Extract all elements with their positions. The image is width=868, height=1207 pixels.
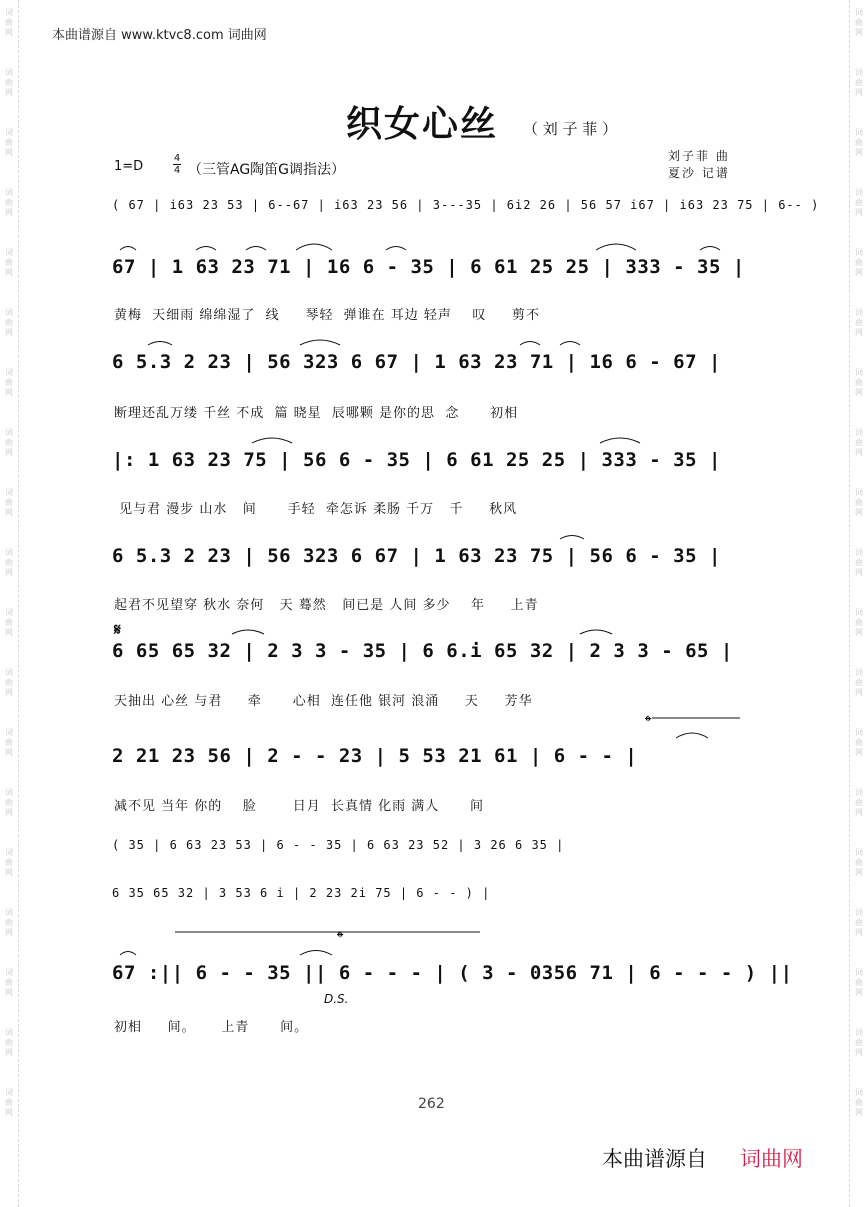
watermark-char: 曲 <box>855 18 863 27</box>
watermark-char: 词 <box>855 728 863 737</box>
watermark-char: 词 <box>5 428 13 437</box>
watermark-char: 网 <box>5 868 13 877</box>
watermark-char: 词 <box>855 788 863 797</box>
watermark-char: 词 <box>855 848 863 857</box>
watermark-char: 词 <box>855 368 863 377</box>
watermark-char: 曲 <box>855 498 863 507</box>
lyrics-line-3: 见与君 漫步 山水 间 手轻 牵怎诉 柔肠 千万 千 秋风 <box>114 502 518 517</box>
watermark-char: 网 <box>5 448 13 457</box>
watermark-char: 曲 <box>5 978 13 987</box>
watermark-char: 网 <box>5 1048 13 1057</box>
watermark-char: 网 <box>5 148 13 157</box>
watermark-char: 曲 <box>5 138 13 147</box>
watermark-char: 曲 <box>5 918 13 927</box>
watermark-char: 词 <box>5 368 13 377</box>
watermark-char: 网 <box>5 208 13 217</box>
watermark-char: 曲 <box>855 258 863 267</box>
watermark-char: 曲 <box>855 738 863 747</box>
watermark-char: 网 <box>855 868 863 877</box>
watermark-char: 曲 <box>5 1038 13 1047</box>
watermark-char: 曲 <box>5 198 13 207</box>
watermark-char: 曲 <box>5 558 13 567</box>
watermark-char: 网 <box>5 688 13 697</box>
watermark-char: 词 <box>855 668 863 677</box>
watermark-char: 词 <box>855 428 863 437</box>
watermark-char: 词 <box>5 608 13 617</box>
watermark-char: 网 <box>5 328 13 337</box>
melody-line-3: |: 1 63 23 75 | 56 6 - 35 | 6 61 25 25 | 333 - 35 | <box>112 449 721 471</box>
watermark-char: 网 <box>5 928 13 937</box>
watermark-char: 网 <box>855 208 863 217</box>
watermark-char: 曲 <box>855 1098 863 1107</box>
watermark-char: 词 <box>5 1088 13 1097</box>
watermark-char: 曲 <box>855 438 863 447</box>
watermark-char: 词 <box>5 968 13 977</box>
watermark-char: 词 <box>5 488 13 497</box>
watermark-char: 网 <box>855 988 863 997</box>
watermark-char: 网 <box>855 1108 863 1117</box>
interlude-line-1: ( 35 | 6 63 23 53 | 6 - - 35 | 6 63 23 52 | 3 26 6 35 | <box>112 838 565 852</box>
watermark-char: 曲 <box>5 1098 13 1107</box>
watermark-char: 网 <box>5 268 13 277</box>
watermark-char: 网 <box>5 568 13 577</box>
watermark-char: 曲 <box>5 438 13 447</box>
key-signature: 1=D <box>114 159 144 174</box>
watermark-char: 曲 <box>855 78 863 87</box>
watermark-char: 网 <box>5 808 13 817</box>
watermark-char: 网 <box>855 928 863 937</box>
watermark-char: 词 <box>5 128 13 137</box>
watermark-char: 词 <box>5 848 13 857</box>
watermark-char: 曲 <box>855 798 863 807</box>
watermark-char: 网 <box>855 268 863 277</box>
watermark-char: 词 <box>855 608 863 617</box>
watermark-char: 曲 <box>855 378 863 387</box>
watermark-char: 曲 <box>5 858 13 867</box>
intro-notes: ( 67 | i63 23 53 | 6--67 | i63 23 56 | 3---35 | 6i2 26 | 56 57 i67 | i63 23 75 | 6-- ) <box>112 198 820 212</box>
lyrics-line-2: 断理还乱万缕 千丝 不成 篇 晓星 辰哪颗 是你的思 念 初相 <box>114 406 519 421</box>
watermark-char: 曲 <box>5 78 13 87</box>
watermark-char: 曲 <box>5 618 13 627</box>
watermark-char: 曲 <box>5 738 13 747</box>
time-sig-bottom: 4 <box>173 165 181 176</box>
watermark-char: 网 <box>855 448 863 457</box>
watermark-char: 曲 <box>855 618 863 627</box>
watermark-char: 网 <box>855 88 863 97</box>
footer-site-link[interactable]: 词曲网 <box>740 1147 803 1171</box>
watermark-char: 网 <box>5 388 13 397</box>
watermark-char: 词 <box>5 248 13 257</box>
watermark-char: 网 <box>5 628 13 637</box>
footer-source-label: 本曲谱源自 <box>602 1147 707 1171</box>
lyrics-line-1: 黄梅 天细雨 绵绵湿了 线 琴轻 弹谁在 耳边 轻声 叹 剪不 <box>114 308 541 323</box>
melody-line-final: 67 :|| 6 - - 35 || 6 - - - | ( 3 - 0356 71 | 6 - - - ) || <box>112 962 793 984</box>
watermark-char: 词 <box>855 188 863 197</box>
watermark-char: 网 <box>855 148 863 157</box>
melody-line-2: 6 5.3 2 23 | 56 323 6 67 | 1 63 23 71 | 16 6 - 67 | <box>112 351 721 373</box>
melody-line-6: 2 21 23 56 | 2 - - 23 | 5 53 21 61 | 6 - - | <box>112 745 638 767</box>
header-source-text: 本曲谱源自 www.ktvc8.com 词曲网 <box>52 28 267 43</box>
watermark-char: 词 <box>5 188 13 197</box>
lyrics-line-final: 初相 间。 上青 间。 <box>114 1020 309 1035</box>
watermark-char: 词 <box>5 728 13 737</box>
interlude-line-2: 6 35 65 32 | 3 53 6 i | 2 23 2i 75 | 6 - - ) | <box>112 886 491 900</box>
watermark-char: 网 <box>855 568 863 577</box>
watermark-char: 词 <box>5 8 13 17</box>
watermark-char: 曲 <box>855 198 863 207</box>
watermark-char: 网 <box>855 688 863 697</box>
watermark-char: 曲 <box>855 558 863 567</box>
watermark-char: 网 <box>5 88 13 97</box>
watermark-char: 曲 <box>855 918 863 927</box>
watermark-char: 词 <box>5 668 13 677</box>
segno-mark: 𝄋 <box>114 620 121 639</box>
watermark-char: 网 <box>855 388 863 397</box>
coda-mark: 𝄌 <box>645 712 652 733</box>
watermark-char: 词 <box>855 488 863 497</box>
watermark-char: 网 <box>855 748 863 757</box>
watermark-char: 曲 <box>5 18 13 27</box>
lyrics-line-4: 起君不见望穿 秋水 奈何 天 蓦然 间已是 人间 多少 年 上青 <box>114 598 539 613</box>
watermark-char: 词 <box>855 1088 863 1097</box>
watermark-char: 词 <box>5 1028 13 1037</box>
watermark-char: 网 <box>855 808 863 817</box>
watermark-char: 网 <box>855 628 863 637</box>
watermark-char: 网 <box>855 28 863 37</box>
singer-name: （ 刘 子 菲 ） <box>523 120 618 138</box>
watermark-char: 词 <box>5 68 13 77</box>
watermark-char: 网 <box>855 508 863 517</box>
watermark-char: 曲 <box>5 258 13 267</box>
watermark-char: 词 <box>5 308 13 317</box>
watermark-char: 曲 <box>5 678 13 687</box>
watermark-char: 词 <box>855 248 863 257</box>
watermark-char: 曲 <box>5 318 13 327</box>
lyrics-line-5: 天抽出 心丝 与君 牵 心相 连任他 银河 浪涌 天 芳华 <box>114 694 533 709</box>
composer-credit: 刘子菲 曲 <box>668 149 730 163</box>
watermark-char: 网 <box>855 328 863 337</box>
lyrics-line-6: 减不见 当年 你的 脸 日月 长真情 化雨 满人 间 <box>114 799 485 814</box>
watermark-char: 词 <box>855 8 863 17</box>
watermark-char: 词 <box>5 908 13 917</box>
melody-line-1: 67 | 1 63 23 71 | 16 6 - 35 | 6 61 25 25 | 333 - 35 | <box>112 256 745 278</box>
melody-line-5: 6 65 65 32 | 2 3 3 - 35 | 6 6.i 65 32 | 2 3 3 - 65 | <box>112 640 733 662</box>
watermark-char: 网 <box>5 748 13 757</box>
watermark-char: 词 <box>855 128 863 137</box>
watermark-char: 词 <box>5 788 13 797</box>
watermark-char: 网 <box>5 28 13 37</box>
coda-mark-2: 𝄌 <box>337 928 344 949</box>
watermark-char: 曲 <box>855 858 863 867</box>
watermark-char: 词 <box>855 968 863 977</box>
watermark-char: 词 <box>855 68 863 77</box>
watermark-char: 曲 <box>855 978 863 987</box>
song-title: 织女心丝 <box>346 104 499 145</box>
watermark-char: 词 <box>855 548 863 557</box>
time-sig-top: 4 <box>173 153 181 164</box>
transcriber-credit: 夏沙 记谱 <box>668 166 730 180</box>
watermark-char: 曲 <box>855 1038 863 1047</box>
watermark-char: 网 <box>5 1108 13 1117</box>
dal-segno-mark: D.S. <box>324 992 349 1006</box>
watermark-char: 网 <box>855 1048 863 1057</box>
watermark-char: 曲 <box>855 138 863 147</box>
watermark-char: 网 <box>5 508 13 517</box>
watermark-char: 词 <box>855 1028 863 1037</box>
watermark-char: 词 <box>855 908 863 917</box>
watermark-char: 曲 <box>855 318 863 327</box>
fingering-note: （三管AG陶笛G调指法） <box>188 162 346 178</box>
watermark-char: 曲 <box>5 378 13 387</box>
watermark-char: 词 <box>855 308 863 317</box>
watermark-char: 曲 <box>5 798 13 807</box>
page-number: 262 <box>418 1096 445 1112</box>
watermark-char: 曲 <box>5 498 13 507</box>
watermark-char: 网 <box>5 988 13 997</box>
melody-line-4: 6 5.3 2 23 | 56 323 6 67 | 1 63 23 75 | 56 6 - 35 | <box>112 545 721 567</box>
watermark-char: 词 <box>5 548 13 557</box>
watermark-char: 曲 <box>855 678 863 687</box>
